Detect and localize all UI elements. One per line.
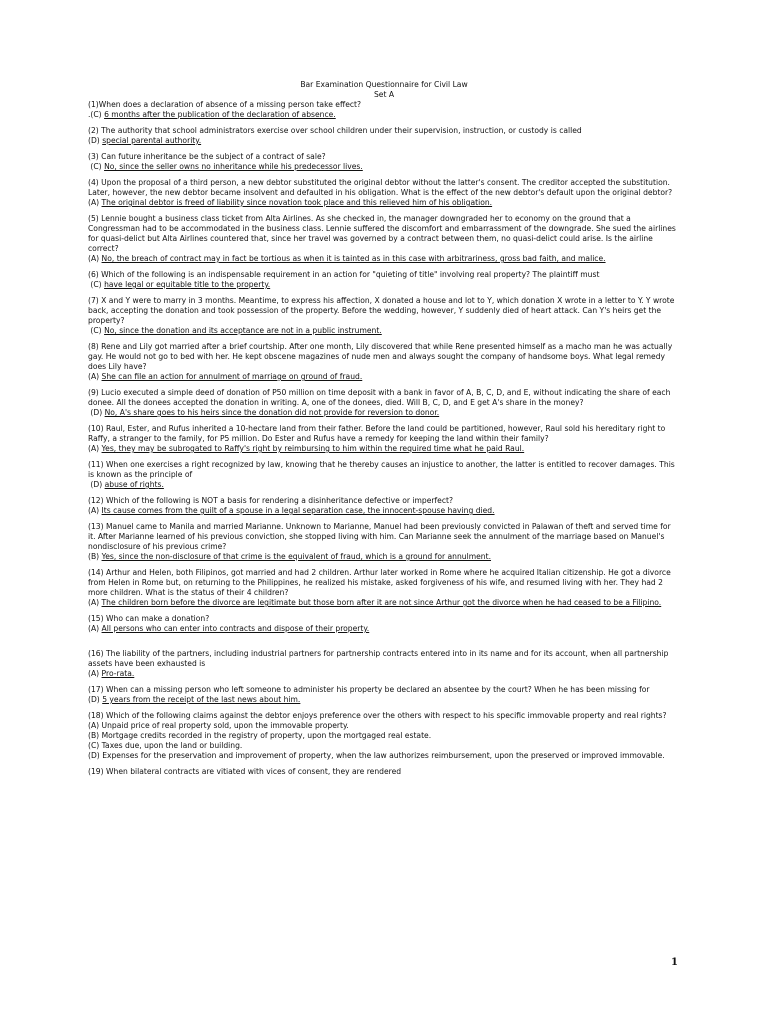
- answer-line: [88, 721, 680, 731]
- answer-text: have legal or equitable title to the property.: [104, 280, 271, 289]
- answer-letter: (C): [88, 741, 102, 750]
- answer-line: [88, 198, 680, 208]
- question-text: (9) Lucio executed a simple deed of donation of P50 million on time deposit with a bank in favor of A, B, C, D, and E, without indicating the share of each donee. All the donees accepted the donation in writing. A, one of the donees, died. Will B, C, D, and E get A's share in the money?: [88, 388, 671, 407]
- answer-letter: (C): [88, 162, 105, 171]
- question-block: [88, 522, 680, 562]
- answer-letter: (B): [88, 552, 102, 561]
- question-block: [88, 214, 680, 264]
- question-text: (2) The authority that school administrators exercise over school children under their supervision, instruction, or custody is called: [88, 126, 582, 135]
- question-text: (6) Which of the following is an indispensable requirement in an action for "quieting of title" involving real property? The plaintiff must: [88, 270, 600, 279]
- question-text: (8) Rene and Lily got married after a brief courtship. After one month, Lily discovered that while Rene presented himself as a macho man he was actually gay. He would not go to bed with her. He kept obscene magazines of nude men and always sought the company of handsome boys. What legal remedy does Lily have?: [88, 342, 673, 371]
- answer-text: abuse of rights.: [104, 480, 164, 489]
- answer-line: [88, 695, 680, 705]
- question-block: [88, 178, 680, 208]
- answer-line: [88, 669, 680, 679]
- answer-line: [88, 162, 680, 172]
- question-text: (19) When bilateral contracts are vitiated with vices of consent, they are rendered: [88, 767, 402, 776]
- question-block: [88, 296, 680, 336]
- question-text: (5) Lennie bought a business class ticket from Alta Airlines. As she checked in, the manager downgraded her to economy on the ground that a Congressman had to be accommodated in the business class. Lennie suffered the discomfort and embarrassment of the downgrade. She sued the airlines for quasi-delict but Alta Airlines countered that, since her travel was governed by a contract between them, no quasi-delict could arise. Is the airline correct?: [88, 214, 676, 253]
- question-text: (16) The liability of the partners, including industrial partners for partnership contracts entered into in its name and for its account, when all partnership assets have been exhausted is: [88, 649, 669, 668]
- question-block: [88, 100, 680, 120]
- question-block: [88, 342, 680, 382]
- answer-line: [88, 444, 680, 454]
- answer-text: Expenses for the preservation and improvement of property, when the law authorizes reimbursement, upon the preserved or improved immovable.: [102, 751, 665, 760]
- question-block: [88, 152, 680, 172]
- answer-line: [88, 480, 680, 490]
- answer-letter: (C): [88, 326, 105, 335]
- answer-letter: (D): [88, 480, 105, 489]
- answer-letter: (D): [88, 136, 103, 145]
- answer-text: Yes, since the non-disclosure of that crime is the equivalent of fraud, which is a ground for annulment.: [101, 552, 492, 561]
- answer-text: Mortgage credits recorded in the registry of property, upon the mortgaged real estate.: [101, 731, 432, 740]
- document-title: Bar Examination Questionnaire for Civil Law: [300, 80, 468, 89]
- answer-letter: (A): [88, 669, 102, 678]
- answer-text: The children born before the divorce are legitimate but those born after it are not since Arthur got the divorce when he had ceased to be a Filipino.: [101, 598, 662, 607]
- question-block: [88, 460, 680, 490]
- answer-text: Its cause comes from the guilt of a spouse in a legal separation case, the innocent-spouse having died.: [101, 506, 495, 515]
- answer-letter: (A): [88, 624, 102, 633]
- answer-line: [88, 254, 680, 264]
- question-text: (7) X and Y were to marry in 3 months. Meantime, to express his affection, X donated a house and lot to Y, which donation X wrote in a letter to Y. Y wrote back, accepting the donation and took possession of the property. Before the wedding, however, Y suddenly died of heart attack. Can Y's heirs get the property?: [88, 296, 675, 325]
- document-page: [88, 80, 680, 777]
- question-block: [88, 649, 680, 679]
- question-block: [88, 614, 680, 634]
- answer-letter: (D): [88, 408, 105, 417]
- answer-letter: (A): [88, 372, 102, 381]
- question-block: [88, 767, 680, 777]
- answer-letter: (D): [88, 695, 103, 704]
- answer-text: No, the breach of contract may in fact be tortious as when it is tainted as in this case with arbitrariness, gross bad faith, and malice.: [101, 254, 606, 263]
- question-block: [88, 424, 680, 454]
- answer-text: 6 months after the publication of the declaration of absence.: [104, 110, 336, 119]
- answer-line: [88, 552, 680, 562]
- question-text: (18) Which of the following claims against the debtor enjoys preference over the others with respect to his specific immovable property and real rights?: [88, 711, 667, 720]
- question-block: [88, 685, 680, 705]
- question-text: (3) Can future inheritance be the subject of a contract of sale?: [88, 152, 326, 161]
- answer-line: [88, 598, 680, 608]
- answer-letter: (A): [88, 254, 102, 263]
- answer-letter: (D): [88, 751, 103, 760]
- answer-text: special parental authority.: [102, 136, 202, 145]
- answer-line: [88, 751, 680, 761]
- answer-text: Yes, they may be subrogated to Raffy's right by reimbursing to him within the required time what he paid Raul.: [101, 444, 525, 453]
- answer-text: No, A's share goes to his heirs since the donation did not provide for reversion to donor.: [104, 408, 440, 417]
- answer-letter: (A): [88, 444, 102, 453]
- question-text: (10) Raul, Ester, and Rufus inherited a 10-hectare land from their father. Before the land could be partitioned, however, Raul sold his hereditary right to Raffy, a stranger to the family, for P5 million. Do Ester and Rufus have a remedy for keeping the land within their family?: [88, 424, 666, 443]
- answer-text: No, since the donation and its acceptance are not in a public instrument.: [104, 326, 382, 335]
- question-block: [88, 711, 680, 761]
- answer-text: No, since the seller owns no inheritance while his predecessor lives.: [104, 162, 363, 171]
- answer-letter: (C): [88, 280, 105, 289]
- question-text: (4) Upon the proposal of a third person, a new debtor substituted the original debtor without the latter's consent. The creditor accepted the substitution. Later, however, the new debtor became insolvent and defaulted in his obligation. What is the effect of the new debtor's default upon the original debtor?: [88, 178, 673, 197]
- answer-text: Pro-rata.: [101, 669, 135, 678]
- question-text: (17) When can a missing person who left someone to administer his property be declared an absentee by the court? When he has been missing for: [88, 685, 650, 694]
- answer-line: [88, 506, 680, 516]
- question-text: (1)When does a declaration of absence of a missing person take effect?: [88, 100, 362, 109]
- answer-letter: (B): [88, 731, 102, 740]
- answer-text: Taxes due, upon the land or building.: [101, 741, 243, 750]
- answer-line: [88, 408, 680, 418]
- question-block: [88, 568, 680, 608]
- answer-letter: (A): [88, 721, 102, 730]
- answer-line: [88, 136, 680, 146]
- question-text: (12) Which of the following is NOT a basis for rendering a disinheritance defective or imperfect?: [88, 496, 454, 505]
- question-block: [88, 388, 680, 418]
- question-text: (13) Manuel came to Manila and married Marianne. Unknown to Marianne, Manuel had been previously convicted in Palawan of theft and served time for it. After Marianne learned of his previous conviction, she stopped living with him. Can Marianne seek the annulment of the marriage based on Manuel's nondisclosure of his previous crime?: [88, 522, 671, 551]
- answer-line: [88, 326, 680, 336]
- answer-line: [88, 280, 680, 290]
- answer-letter: (A): [88, 598, 102, 607]
- question-block: [88, 496, 680, 516]
- answer-line: [88, 624, 680, 634]
- answer-text: She can file an action for annulment of marriage on ground of fraud.: [101, 372, 363, 381]
- answer-line: [88, 731, 680, 741]
- set-label: Set A: [373, 90, 395, 99]
- question-list: [88, 100, 680, 777]
- question-text: (15) Who can make a donation?: [88, 614, 210, 623]
- question-block: [88, 126, 680, 146]
- answer-letter: .(C): [88, 110, 105, 119]
- answer-line: [88, 741, 680, 751]
- answer-letter: (A): [88, 198, 102, 207]
- answer-text: Unpaid price of real property sold, upon the immovable property.: [101, 721, 349, 730]
- page-number: 1: [671, 957, 678, 968]
- question-block: [88, 270, 680, 290]
- answer-text: 5 years from the receipt of the last news about him.: [102, 695, 301, 704]
- question-text: (14) Arthur and Helen, both Filipinos, got married and had 2 children. Arthur later worked in Rome where he acquired Italian citizenship. He got a divorce from Helen in Rome but, on returning to the Philippines, he realized his mistake, asked forgiveness of his wife, and resumed living with her. They had 2 more children. What is the status of their 4 children?: [88, 568, 671, 597]
- question-text: (11) When one exercises a right recognized by law, knowing that he thereby causes an injustice to another, the latter is entitled to recover damages. This is known as the principle of: [88, 460, 675, 479]
- answer-text: The original debtor is freed of liability since novation took place and this relieved him of his obligation.: [101, 198, 493, 207]
- answer-text: All persons who can enter into contracts and dispose of their property.: [101, 624, 370, 633]
- answer-line: [88, 110, 680, 120]
- answer-letter: (A): [88, 506, 102, 515]
- answer-line: [88, 372, 680, 382]
